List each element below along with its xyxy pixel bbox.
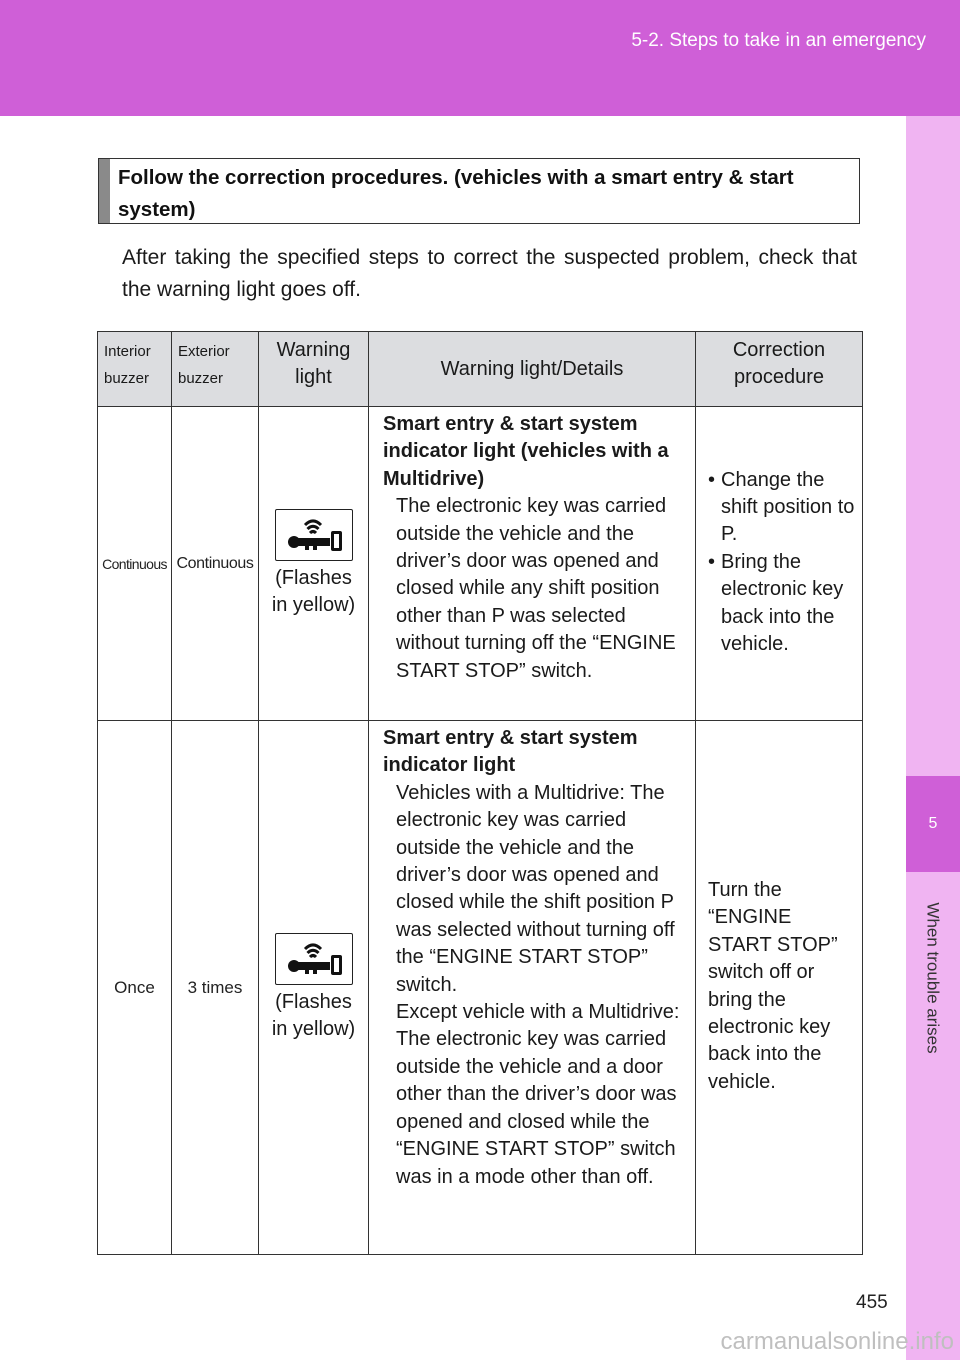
details-cell xyxy=(369,721,696,1255)
interior-buzzer-cell: Once xyxy=(98,721,172,1255)
details-heading: Smart entry & start system indicator light xyxy=(383,727,638,777)
correction-cell: Turn the “ENGINE START STOP” switch off or bring the electronic key back into the vehicle. xyxy=(696,721,863,1255)
smart-key-icon xyxy=(275,509,353,561)
header-interior-buzzer: Interior buzzer xyxy=(98,332,172,407)
flash-note: (Flashes in yellow) xyxy=(271,566,356,616)
header-exterior-buzzer: Exterior buzzer xyxy=(172,332,259,407)
warning-light-cell xyxy=(259,407,369,721)
details-body: Except vehicle with a Multidrive: The electronic key was carried outside the vehicle and a door other than the driver’s door was opened and closed while the “ENGINE START STOP” switch was in a mode other than off. xyxy=(396,1001,680,1188)
page-header xyxy=(0,0,960,116)
correction-cell xyxy=(696,407,863,721)
table-row xyxy=(98,721,863,1255)
exterior-buzzer-cell: Continuous xyxy=(172,407,259,721)
section-heading xyxy=(98,158,860,224)
smart-key-icon xyxy=(275,933,353,985)
details-cell xyxy=(369,407,696,721)
interior-buzzer-cell: Continuous xyxy=(98,407,172,721)
warning-table xyxy=(97,331,863,1255)
header-warning-light: Warning light xyxy=(259,332,369,407)
watermark: carmanualsonline.info xyxy=(720,1328,954,1355)
exterior-buzzer-cell: 3 times xyxy=(172,721,259,1255)
chapter-number-tab[interactable]: 5 xyxy=(906,776,960,872)
table-row xyxy=(98,407,863,721)
details-body: The electronic key was carried outside the vehicle and the driver’s door was opened and closed while any shift position other than P was selected without turning off the “ENGINE START STOP” switch. xyxy=(396,495,676,682)
flash-note: (Flashes in yellow) xyxy=(271,990,356,1040)
section-heading-bar xyxy=(99,159,110,223)
warning-light-cell xyxy=(259,721,369,1255)
section-title: Follow the correction procedures. (vehicles with a smart entry & start system) xyxy=(118,166,794,221)
details-body: Vehicles with a Multidrive: The electronic key was carried outside the vehicle and the driver’s door was opened and closed while the shift position P was selected without turning off the “ENGINE START STOP” switch. xyxy=(396,781,675,996)
header-correction: Correction procedure xyxy=(696,332,863,407)
table-header-row xyxy=(98,332,863,407)
header-title: 5-2. Steps to take in an emergency xyxy=(631,30,926,51)
details-heading: Smart entry & start system indicator light (vehicles with a Multidrive) xyxy=(383,413,669,490)
chapter-side-strip xyxy=(906,116,960,1360)
correction-step: • Bring the electronic key back into the vehicle. xyxy=(708,549,856,659)
page-number: 455 xyxy=(856,1292,888,1313)
chapter-title-tab[interactable] xyxy=(906,888,960,1068)
chapter-title: When trouble arises xyxy=(924,902,943,1054)
correction-step: • Change the shift position to P. xyxy=(708,467,856,549)
header-details: Warning light/Details xyxy=(369,332,696,407)
intro-paragraph: After taking the specified steps to correct the suspected problem, check that the warning light goes off. xyxy=(122,246,857,301)
